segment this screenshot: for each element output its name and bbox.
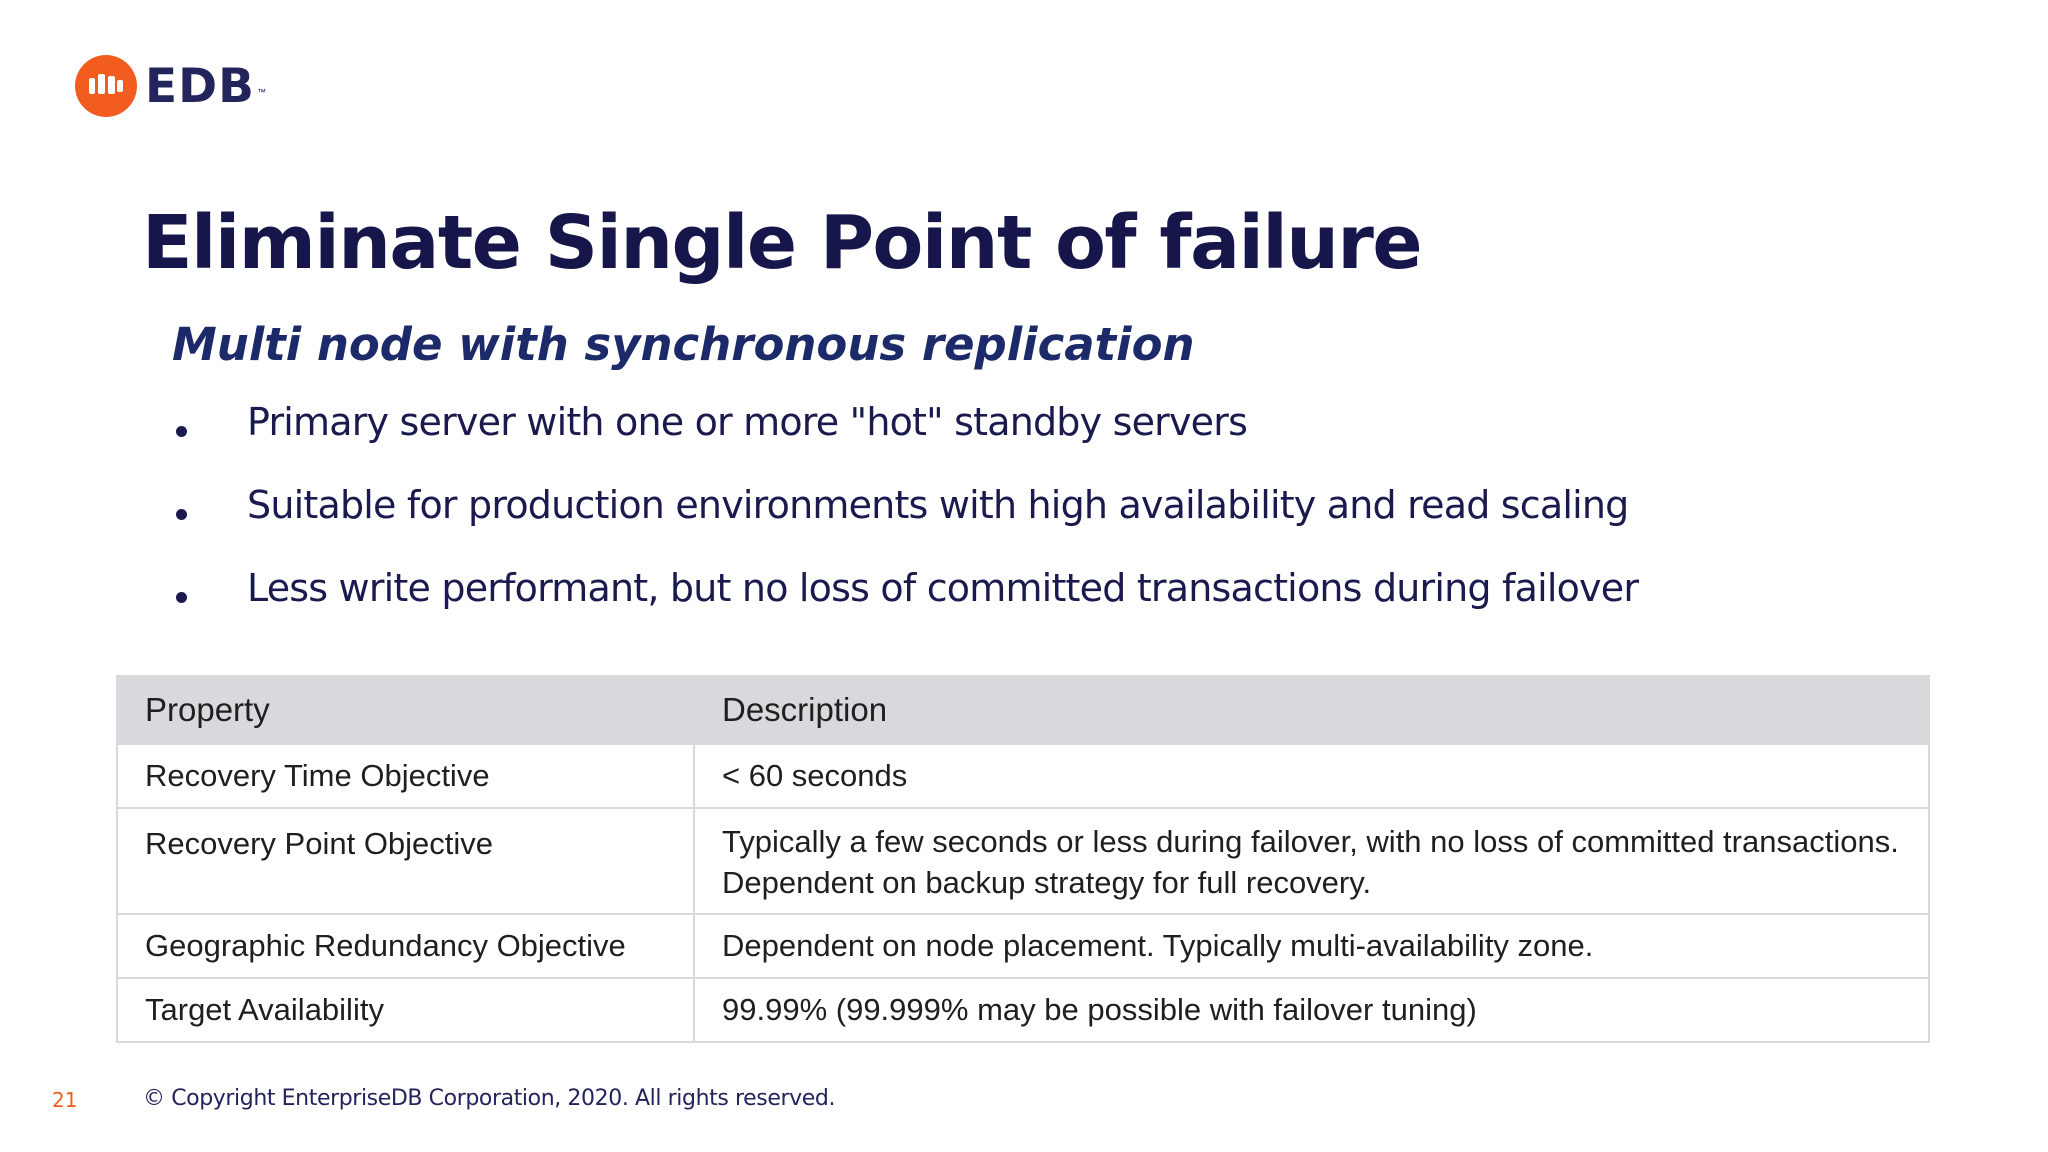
copyright-notice: © Copyright EnterpriseDB Corporation, 2020. All rights reserved. xyxy=(143,1086,836,1111)
bullet-dot-icon xyxy=(176,426,187,437)
table-row xyxy=(117,914,1929,978)
property-cell: Recovery Point Objective xyxy=(117,808,694,914)
property-cell: Geographic Redundancy Objective xyxy=(117,914,694,978)
table-row xyxy=(117,808,1929,914)
bullet-text: Less write performant, but no loss of committed transactions during failover xyxy=(247,566,1639,610)
logo-text: EDB xyxy=(145,58,255,114)
edb-elephant-logo-icon xyxy=(75,55,137,117)
property-cell: Recovery Time Objective xyxy=(117,744,694,808)
edb-logo xyxy=(75,55,266,117)
bullet-text: Primary server with one or more "hot" standby servers xyxy=(247,400,1248,444)
slide-title: Eliminate Single Point of failure xyxy=(142,200,1422,286)
bullet-dot-icon xyxy=(176,509,187,520)
logo-trademark: ™ xyxy=(256,87,266,97)
description-cell: Typically a few seconds or less during failover, with no loss of committed transactions. Dependent on backup strategy for full recovery. xyxy=(694,808,1929,914)
bullet-dot-icon xyxy=(176,592,187,603)
slide-subtitle: Multi node with synchronous replication xyxy=(172,318,1195,371)
table-row xyxy=(117,744,1929,808)
description-cell: Dependent on node placement. Typically multi-availability zone. xyxy=(694,914,1929,978)
bullet-text: Suitable for production environments with high availability and read scaling xyxy=(247,483,1629,527)
column-header-description: Description xyxy=(694,676,1929,744)
property-cell: Target Availability xyxy=(117,978,694,1042)
table-row xyxy=(117,978,1929,1042)
description-cell: 99.99% (99.999% may be possible with failover tuning) xyxy=(694,978,1929,1042)
properties-table xyxy=(116,675,1930,1043)
column-header-property: Property xyxy=(117,676,694,744)
description-cell: < 60 seconds xyxy=(694,744,1929,808)
page-number: 21 xyxy=(52,1088,78,1112)
table-header-row xyxy=(117,676,1929,744)
